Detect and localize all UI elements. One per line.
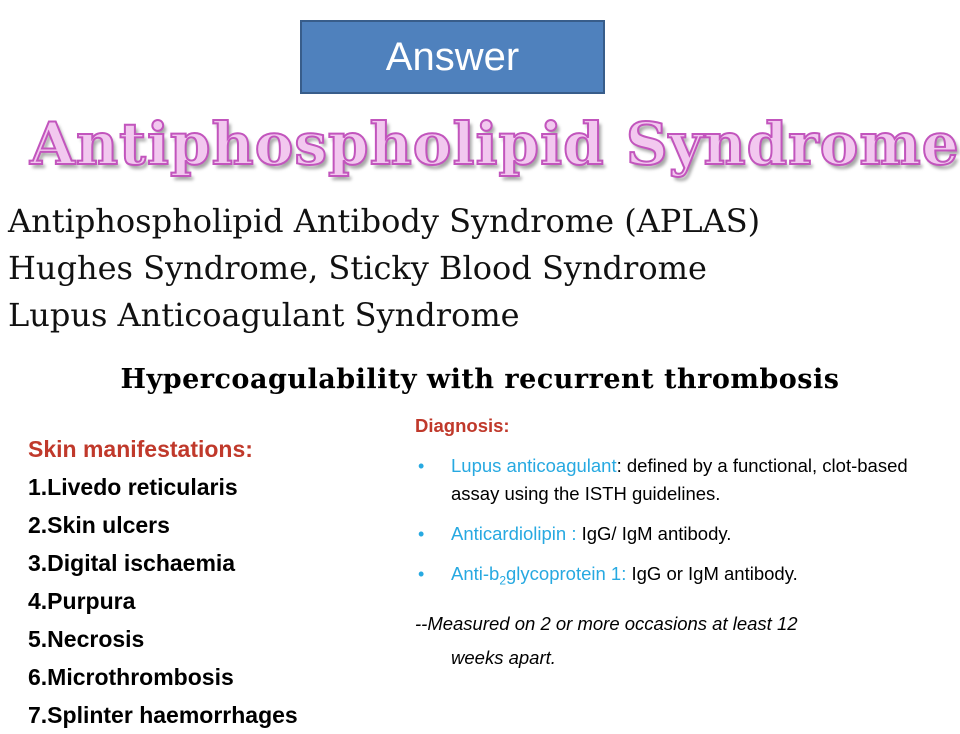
skin-item: 5.Necrosis: [28, 626, 145, 652]
skin-item: 2.Skin ulcers: [28, 512, 170, 538]
note-line-2: weeks apart.: [451, 646, 556, 668]
slide-title: Antiphospholipid Syndrome: [30, 110, 960, 178]
subtitle: Hypercoagulability with recurrent thrombosis: [120, 364, 840, 395]
diagnosis-label: Lupus anticoagulant: [451, 455, 617, 476]
answer-button[interactable]: Answer: [300, 20, 605, 94]
diagnosis-item: [415, 452, 945, 508]
diagnosis-section: [415, 414, 945, 675]
skin-item: 3.Digital ischaemia: [28, 550, 236, 576]
skin-item: 7.Splinter haemorrhages: [28, 702, 298, 728]
diagnosis-heading: Diagnosis:: [415, 415, 510, 436]
diagnosis-item: [415, 520, 945, 548]
note-line-1: --Measured on 2 or more occasions at least 12: [415, 612, 798, 634]
skin-manifestations: [28, 430, 388, 734]
alternate-names: [8, 198, 958, 339]
alt-name-2: Hughes Syndrome, Sticky Blood Syndrome: [8, 249, 707, 287]
diagnosis-list: [415, 452, 945, 595]
skin-item: 4.Purpura: [28, 588, 136, 614]
skin-heading: Skin manifestations:: [28, 436, 253, 462]
diagnosis-text: : defined by a functional, clot-based assay using the ISTH guidelines.: [451, 455, 908, 504]
alt-name-1: Antiphospholipid Antibody Syndrome (APLAS): [8, 202, 761, 240]
skin-item: 6.Microthrombosis: [28, 664, 234, 690]
bullet-icon: •: [418, 456, 425, 476]
measurement-note: [415, 607, 945, 675]
diagnosis-text: IgG or IgM antibody.: [631, 563, 798, 584]
skin-item: 1.Livedo reticularis: [28, 474, 238, 500]
diagnosis-label: Anticardiolipin :: [451, 523, 582, 544]
diagnosis-item: [415, 560, 945, 595]
diagnosis-text: IgG/ IgM antibody.: [581, 523, 732, 544]
bullet-icon: •: [418, 524, 425, 544]
bullet-icon: •: [418, 564, 425, 584]
alt-name-3: Lupus Anticoagulant Syndrome: [8, 296, 520, 334]
diagnosis-label: Anti-$b_2glycoprotein$ 1:: [451, 563, 632, 588]
